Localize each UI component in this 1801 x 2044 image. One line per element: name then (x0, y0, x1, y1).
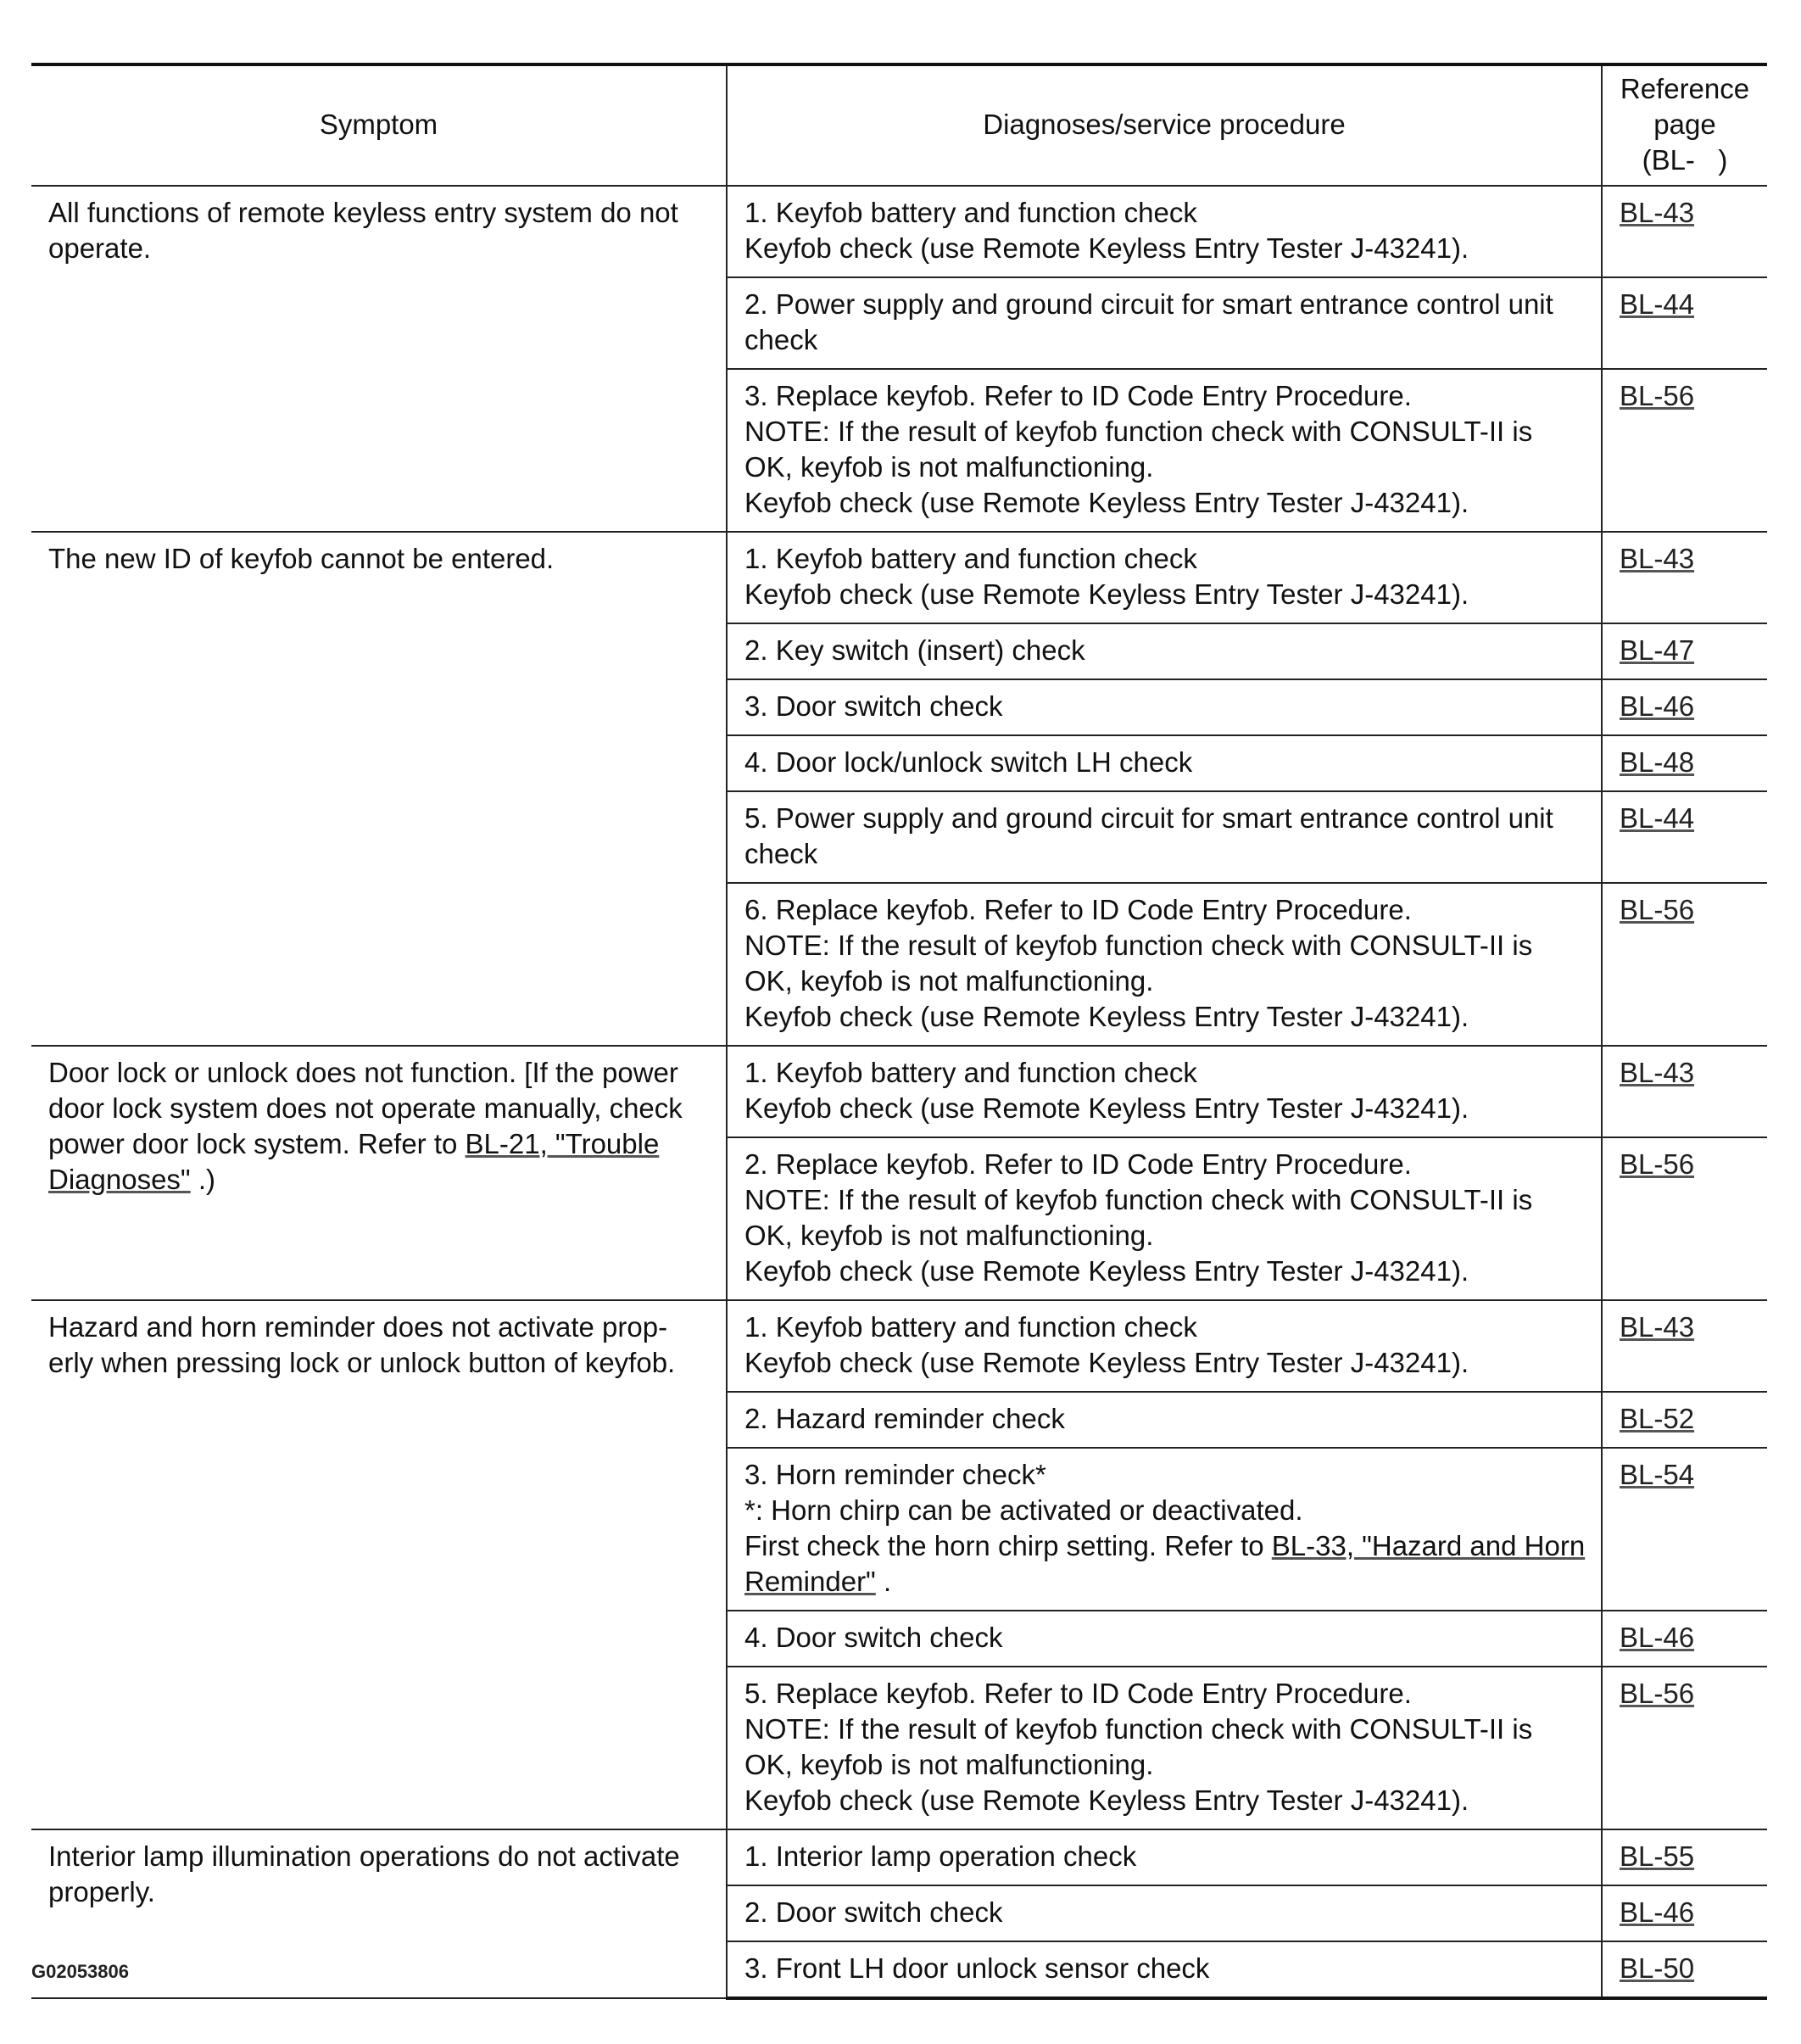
procedure-cell (727, 369, 1602, 532)
procedure-line: Keyfob check (use Remote Keyless Entry Tester J-43241). (744, 1001, 1469, 1032)
procedure-line: Keyfob check (use Remote Keyless Entry Tester J-43241). (744, 232, 1469, 264)
procedure-cell (727, 1448, 1602, 1611)
procedure-text: First check the horn chirp setting. Refer to (744, 1530, 1272, 1561)
symptom-cell (31, 186, 727, 532)
procedure-line: Keyfob check (use Remote Keyless Entry Tester J-43241). (744, 1347, 1469, 1378)
cross-reference-link[interactable]: BL-33, "Hazard and Horn Reminder" (744, 1530, 1586, 1597)
procedure-line: 2. Door switch check (744, 1896, 1003, 1928)
procedure-line: 1. Interior lamp operation check (744, 1840, 1137, 1872)
procedure-cell (727, 791, 1602, 883)
procedure-line: 5. Replace keyfob. Refer to ID Code Entry Procedure. (744, 1678, 1412, 1709)
symptom-text-suffix: .) (190, 1164, 215, 1195)
procedure-cell (727, 883, 1602, 1046)
reference-page-link[interactable]: BL-56 (1620, 1678, 1695, 1709)
procedure-line: 2. Power supply and ground circuit for smart entrance control unit check (744, 288, 1553, 355)
procedure-line: NOTE: If the result of keyfob function check with CONSULT-II is OK, keyfob is not malfunctioning. (744, 416, 1533, 483)
table-row (31, 186, 1767, 277)
procedure-line: 1. Keyfob battery and function check (744, 1057, 1197, 1088)
reference-cell (1602, 532, 1767, 623)
procedure-line: 1. Keyfob battery and function check (744, 543, 1197, 574)
reference-page-link[interactable]: BL-43 (1620, 1311, 1695, 1343)
reference-cell (1602, 369, 1767, 532)
reference-page-link[interactable]: BL-46 (1620, 1622, 1695, 1653)
reference-cell (1602, 679, 1767, 735)
procedure-line: 4. Door lock/unlock switch LH check (744, 746, 1193, 778)
reference-cell (1602, 277, 1767, 369)
reference-cell (1602, 1392, 1767, 1448)
reference-page-link[interactable]: BL-55 (1620, 1840, 1695, 1872)
reference-page-link[interactable]: BL-52 (1620, 1403, 1695, 1434)
procedure-cell (727, 277, 1602, 369)
procedure-cell (727, 1046, 1602, 1137)
reference-page-link[interactable]: BL-46 (1620, 1896, 1695, 1928)
procedure-line: 4. Door switch check (744, 1622, 1003, 1653)
reference-page-link[interactable]: BL-48 (1620, 746, 1695, 778)
procedure-cell (727, 1137, 1602, 1300)
reference-page-link[interactable]: BL-43 (1620, 197, 1695, 228)
procedure-line: Keyfob check (use Remote Keyless Entry Tester J-43241). (744, 1092, 1469, 1124)
symptom-cell (31, 1829, 727, 1998)
procedure-cell (727, 1885, 1602, 1941)
reference-cell (1602, 1829, 1767, 1885)
reference-cell (1602, 1300, 1767, 1392)
reference-page-link[interactable]: BL-50 (1620, 1952, 1695, 1984)
symptom-cell (31, 1046, 727, 1300)
symptom-column-header: Symptom (31, 64, 727, 186)
reference-page-link[interactable]: BL-44 (1620, 802, 1695, 834)
reference-header-line: page (1653, 109, 1716, 140)
reference-cell (1602, 1448, 1767, 1611)
procedure-line: 1. Keyfob battery and function check (744, 197, 1197, 228)
procedure-line: 6. Replace keyfob. Refer to ID Code Entry Procedure. (744, 894, 1412, 925)
procedure-cell (727, 1611, 1602, 1667)
reference-cell (1602, 791, 1767, 883)
reference-page-link[interactable]: BL-56 (1620, 1148, 1695, 1180)
procedure-line: Keyfob check (use Remote Keyless Entry Tester J-43241). (744, 578, 1469, 610)
reference-cell (1602, 1046, 1767, 1137)
table-header-row (31, 64, 1767, 186)
diagnosis-sheet (31, 63, 1767, 2000)
reference-page-link[interactable]: BL-46 (1620, 690, 1695, 722)
reference-cell (1602, 1941, 1767, 1998)
procedure-line: Keyfob check (use Remote Keyless Entry Tester J-43241). (744, 487, 1469, 518)
reference-page-link[interactable]: BL-43 (1620, 1057, 1695, 1088)
procedure-line: Keyfob check (use Remote Keyless Entry Tester J-43241). (744, 1255, 1469, 1287)
procedure-line: NOTE: If the result of keyfob function check with CONSULT-II is OK, keyfob is not malfunctioning. (744, 930, 1533, 997)
reference-cell (1602, 883, 1767, 1046)
reference-column-header (1602, 64, 1767, 186)
procedure-line (744, 1528, 1586, 1600)
symptom-text: All functions of remote keyless entry system do not operate. (48, 197, 678, 264)
table-row (31, 1300, 1767, 1392)
reference-page-link[interactable]: BL-43 (1620, 543, 1695, 574)
symptom-text: Interior lamp illumination operations do not activate properly. (48, 1840, 680, 1907)
procedure-cell (727, 1392, 1602, 1448)
procedure-line: NOTE: If the result of keyfob function check with CONSULT-II is OK, keyfob is not malfunctioning. (744, 1184, 1533, 1251)
reference-cell (1602, 1667, 1767, 1829)
symptom-text: Hazard and horn reminder does not activate prop-erly when pressing lock or unlock button of keyfob. (48, 1311, 676, 1378)
figure-id: G02053806 (31, 1961, 129, 1982)
table-row (31, 1046, 1767, 1137)
procedure-cell (727, 1667, 1602, 1829)
procedure-line: 3. Horn reminder check* (744, 1459, 1046, 1490)
procedure-cell (727, 1941, 1602, 1998)
table-body (31, 186, 1767, 1998)
reference-page-link[interactable]: BL-47 (1620, 634, 1695, 666)
procedure-line: 3. Door switch check (744, 690, 1003, 722)
reference-cell (1602, 1885, 1767, 1941)
reference-cell (1602, 1611, 1767, 1667)
reference-page-link[interactable]: BL-56 (1620, 380, 1695, 411)
reference-page-link[interactable]: BL-54 (1620, 1459, 1695, 1490)
procedure-cell (727, 623, 1602, 679)
reference-header-line: Reference (1620, 73, 1750, 104)
procedure-cell (727, 1300, 1602, 1392)
procedure-line: 1. Keyfob battery and function check (744, 1311, 1197, 1343)
procedure-line: 5. Power supply and ground circuit for smart entrance control unit check (744, 802, 1553, 869)
cross-reference-link[interactable]: BL-21, "Trouble Diagnoses" (48, 1128, 660, 1195)
table-row (31, 532, 1767, 623)
procedure-line: NOTE: If the result of keyfob function check with CONSULT-II is OK, keyfob is not malfunctioning. (744, 1713, 1533, 1780)
symptom-text: The new ID of keyfob cannot be entered. (48, 543, 555, 574)
procedure-text-suffix: . (875, 1566, 892, 1597)
symptom-table (31, 63, 1767, 2000)
reference-cell (1602, 1137, 1767, 1300)
reference-page-link[interactable]: BL-44 (1620, 288, 1695, 320)
procedure-line: Keyfob check (use Remote Keyless Entry Tester J-43241). (744, 1784, 1469, 1816)
procedure-line: 3. Front LH door unlock sensor check (744, 1952, 1210, 1984)
procedure-line: 2. Replace keyfob. Refer to ID Code Entry Procedure. (744, 1148, 1412, 1180)
symptom-cell (31, 532, 727, 1046)
reference-cell (1602, 186, 1767, 277)
procedure-cell (727, 532, 1602, 623)
table-row (31, 1829, 1767, 1885)
procedure-cell (727, 1829, 1602, 1885)
procedure-column-header: Diagnoses/service procedure (727, 64, 1602, 186)
reference-header-line: (BL- ) (1642, 144, 1728, 176)
symptom-text: Door lock or unlock does not function. [If the power door lock system does not operate manually, check power door lock system. Refer to (48, 1057, 683, 1159)
procedure-line: 2. Key switch (insert) check (744, 634, 1085, 666)
procedure-line: 2. Hazard reminder check (744, 1403, 1065, 1434)
procedure-cell (727, 735, 1602, 791)
reference-page-link[interactable]: BL-56 (1620, 894, 1695, 925)
procedure-line: 3. Replace keyfob. Refer to ID Code Entry Procedure. (744, 380, 1412, 411)
reference-cell (1602, 735, 1767, 791)
procedure-cell (727, 679, 1602, 735)
reference-cell (1602, 623, 1767, 679)
procedure-cell (727, 186, 1602, 277)
symptom-cell (31, 1300, 727, 1829)
procedure-line: *: Horn chirp can be activated or deactivated. (744, 1494, 1303, 1526)
